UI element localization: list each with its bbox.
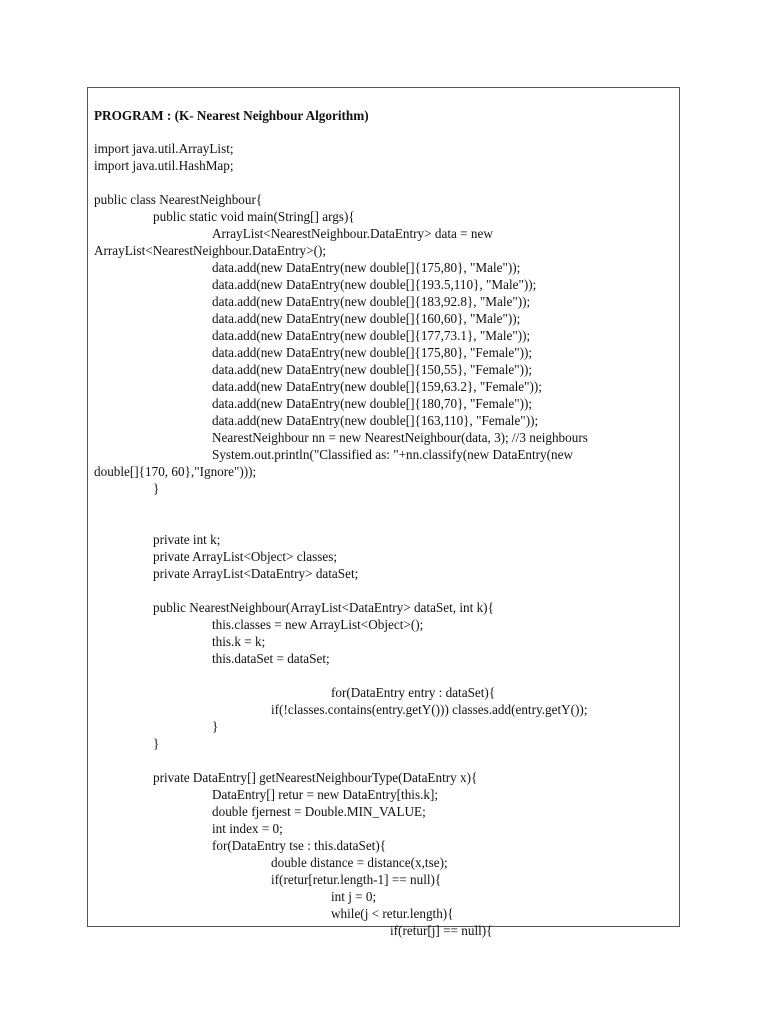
code-line: } [153,736,160,751]
code-line: int index = 0; [212,821,283,836]
code-line: } [153,481,160,496]
code-line: public static void main(String[] args){ [153,209,355,224]
code-line: data.add(new DataEntry(new double[]{177,73.1}, "Male")); [212,328,531,343]
code-line: private ArrayList<Object> classes; [153,549,338,564]
code-line: data.add(new DataEntry(new double[]{180,70}, "Female")); [212,396,533,411]
code-line: if(retur[j] == null){ [390,923,493,938]
code-line: System.out.println("Classified as: "+nn.classify(new DataEntry(new [212,447,574,462]
code-line: DataEntry[] retur = new DataEntry[this.k]; [212,787,439,802]
code-line: private int k; [153,532,221,547]
code-line: import java.util.HashMap; [94,158,234,173]
code-line: double fjernest = Double.MIN_VALUE; [212,804,426,819]
code-line: import java.util.ArrayList; [94,141,234,156]
code-line: data.add(new DataEntry(new double[]{193.5,110}, "Male")); [212,277,537,292]
code-line: data.add(new DataEntry(new double[]{160,60}, "Male")); [212,311,521,326]
code-line: for(DataEntry entry : dataSet){ [331,685,496,700]
code-line: this.dataSet = dataSet; [212,651,330,666]
code-line: } [212,719,219,734]
code-line: ArrayList<NearestNeighbour.DataEntry> data = new [212,226,493,241]
document-page [87,87,680,938]
code-line: data.add(new DataEntry(new double[]{159,63.2}, "Female")); [212,379,542,394]
code-line: public NearestNeighbour(ArrayList<DataEntry> dataSet, int k){ [153,600,494,615]
code-line: if(retur[retur.length-1] == null){ [271,872,442,887]
code-line: private DataEntry[] getNearestNeighbourType(DataEntry x){ [153,770,478,785]
code-line: int j = 0; [331,889,377,904]
code-listing [94,88,679,938]
code-line: while(j < retur.length){ [331,906,454,921]
code-line: private ArrayList<DataEntry> dataSet; [153,566,359,581]
code-line: data.add(new DataEntry(new double[]{175,80}, "Female")); [212,345,533,360]
code-line: double distance = distance(x,tse); [271,855,448,870]
code-line: double[]{170, 60},"Ignore"))); [94,464,257,479]
code-line: for(DataEntry tse : this.dataSet){ [212,838,387,853]
code-line: data.add(new DataEntry(new double[]{183,92.8}, "Male")); [212,294,531,309]
code-line: public class NearestNeighbour{ [94,192,263,207]
code-line: NearestNeighbour nn = new NearestNeighbour(data, 3); //3 neighbours [212,430,588,445]
code-line: data.add(new DataEntry(new double[]{175,80}, "Male")); [212,260,521,275]
code-line: data.add(new DataEntry(new double[]{163,110}, "Female")); [212,413,539,428]
code-line: this.k = k; [212,634,266,649]
code-line: data.add(new DataEntry(new double[]{150,55}, "Female")); [212,362,533,377]
code-line: if(!classes.contains(entry.getY())) classes.add(entry.getY()); [271,702,588,717]
code-line: this.classes = new ArrayList<Object>(); [212,617,424,632]
code-line: ArrayList<NearestNeighbour.DataEntry>(); [94,243,327,258]
document-title: PROGRAM : (K- Nearest Neighbour Algorithm) [94,108,369,123]
